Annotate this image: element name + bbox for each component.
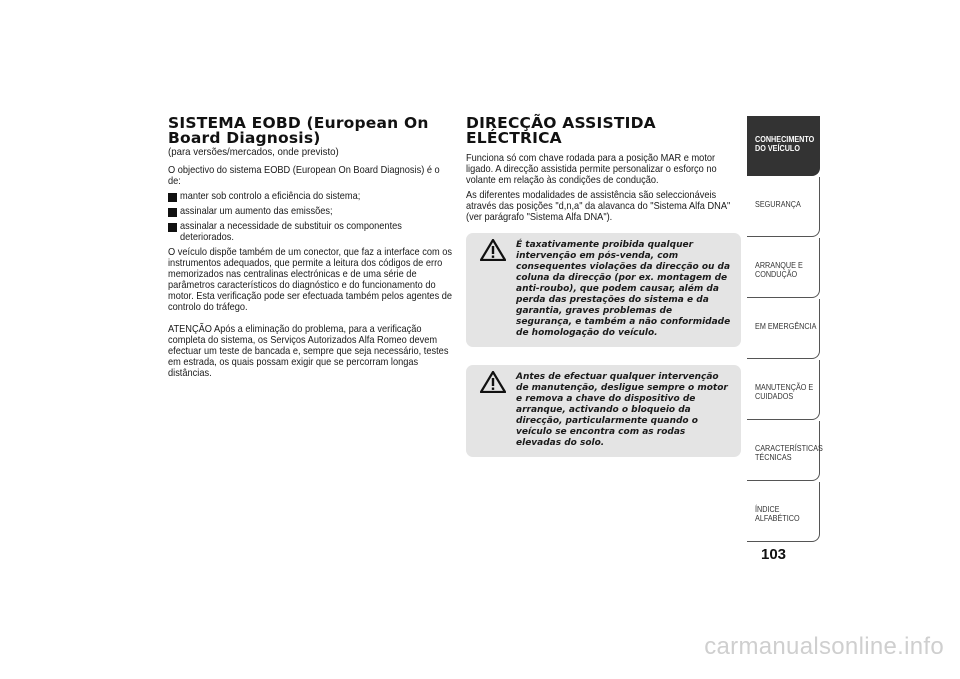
warning-text-2: Antes de efectuar qualquer intervenção de manutenção, desligue sempre o motor e remova a chave do dispositivo de arranque, activando o bloqueio da direcção, particularmente quando o veículo se encontra com as rodas elevadas do solo. bbox=[516, 372, 728, 448]
warning-box-2 bbox=[466, 365, 741, 457]
bullet-item: assinalar um aumento das emissões; bbox=[168, 206, 453, 217]
watermark: carmanualsonline.info bbox=[704, 633, 944, 660]
tab-label: MANUTENÇÃO E CUIDADOS bbox=[755, 382, 814, 401]
tab-seguranca[interactable] bbox=[747, 177, 820, 237]
bullet-box-icon bbox=[168, 193, 177, 202]
tab-arranque-e-conducao[interactable] bbox=[747, 238, 820, 298]
bullet-box-icon bbox=[168, 223, 177, 232]
section-title-steering: DIRECÇÃO ASSISTIDA ELÉCTRICA bbox=[466, 114, 656, 147]
tab-label: SEGURANÇA bbox=[755, 199, 801, 209]
tab-caracteristicas-tecnicas[interactable] bbox=[747, 421, 823, 481]
chapter-sidebar bbox=[747, 116, 823, 543]
tab-label: CONHECIMENTO DO VEÍCULO bbox=[755, 134, 815, 153]
tab-em-emergencia[interactable] bbox=[747, 299, 820, 359]
tab-label: ARRANQUE E CONDUÇÃO bbox=[755, 260, 803, 279]
steering-paragraph-1: Funciona só com chave rodada para a posição MAR e motor ligado. A direcção assistida permite personalizar o esforço no volante em relação às condições de condução. bbox=[466, 152, 717, 186]
tab-manutencao-e-cuidados[interactable] bbox=[747, 360, 820, 420]
section-subtitle: (para versões/mercados, onde previsto) bbox=[168, 146, 339, 158]
bullet-item: assinalar a necessidade de substituir os componentes deteriorados. bbox=[168, 221, 453, 243]
bullet-box-icon bbox=[168, 208, 177, 217]
eobd-intro: O objectivo do sistema EOBD (European On Board Diagnosis) é o de: bbox=[168, 164, 440, 187]
warning-box-1 bbox=[466, 233, 741, 347]
tab-label: ÍNDICE ALFABÉTICO bbox=[755, 504, 800, 523]
right-column bbox=[466, 116, 741, 457]
warning-triangle-icon bbox=[480, 239, 506, 261]
tab-label: EM EMERGÊNCIA bbox=[755, 321, 817, 331]
warning-triangle-icon bbox=[480, 371, 506, 393]
eobd-attention-paragraph: ATENÇÃO Após a eliminação do problema, para a verificação completa do sistema, os Serviços Autorizados Alfa Romeo devem efectuar um teste de bancada e, sempre que seja necessário, testes em estrada, os quais possam exigir que se percorram longas distâncias. bbox=[168, 323, 449, 379]
section-title-eobd: SISTEMA EOBD (European On Board Diagnosis) bbox=[168, 114, 429, 147]
tab-conhecimento-do-veiculo[interactable] bbox=[747, 116, 820, 176]
steering-paragraph-2: As diferentes modalidades de assistência são seleccionáveis através das posições "d,n,a" da alavanca do "Sistema Alfa DNA" (ver parágrafo "Sistema Alfa DNA"). bbox=[466, 189, 731, 223]
bullet-item: manter sob controlo a eficiência do sistema; bbox=[168, 191, 453, 202]
page-number: 103 bbox=[761, 546, 787, 563]
tab-indice-alfabetico[interactable] bbox=[747, 482, 820, 542]
eobd-connector-paragraph: O veículo dispõe também de um conector, que faz a interface com os instrumentos adequados, que permite a leitura dos códigos de erro memorizados nas centralinas electrónicas e de uma série de parâmetros característicos do diagnóstico e do funcionamento do motor. Esta verificação pode ser efectuada também pelos agentes de controlo do tráfego. bbox=[168, 246, 453, 313]
tab-label: CARACTERÍSTICAS TÉCNICAS bbox=[755, 443, 823, 462]
warning-text-1: É taxativamente proibida qualquer intervenção em pós-venda, com consequentes violações da direcção ou da coluna da direcção (por ex. montagem de anti-roubo), que podem causar, além da perda das prestações do sistema e da garantia, graves problemas de segurança, e também a não conformidade de homologação do veículo. bbox=[516, 240, 731, 338]
left-column bbox=[168, 116, 453, 379]
